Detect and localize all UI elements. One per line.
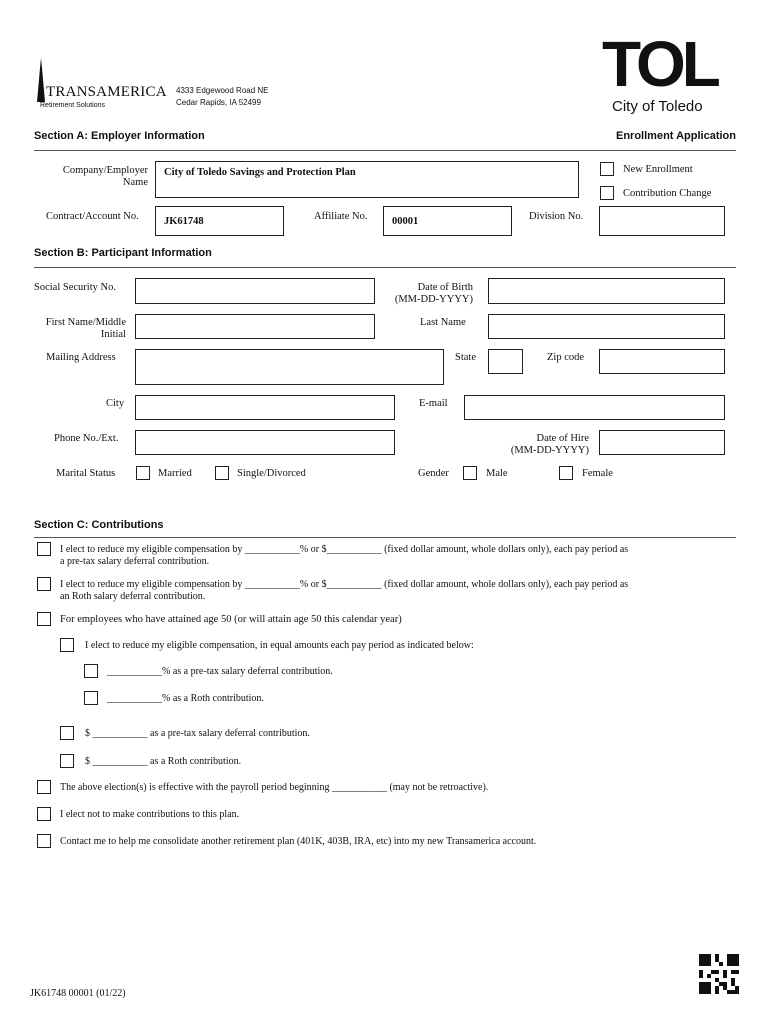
company-name-field[interactable] bbox=[155, 161, 579, 198]
tol-logo: TOL bbox=[602, 28, 717, 100]
affiliate-value: 00001 bbox=[392, 216, 419, 227]
section-b-rule bbox=[34, 267, 736, 268]
phone-field[interactable] bbox=[135, 430, 395, 455]
pretax-option-line2: a pre-tax salary deferral contribution. bbox=[60, 556, 210, 567]
pretax-percent-checkbox[interactable] bbox=[37, 542, 51, 556]
last-name-label: Last Name bbox=[420, 317, 466, 328]
catchup-roth-dollar-checkbox[interactable] bbox=[60, 754, 74, 768]
phone-label: Phone No./Ext. bbox=[54, 433, 119, 444]
state-label: State bbox=[455, 352, 476, 363]
transamerica-logo bbox=[34, 58, 274, 116]
mailing-address-label: Mailing Address bbox=[46, 352, 116, 363]
state-field[interactable] bbox=[488, 349, 523, 374]
contribution-change-checkbox[interactable] bbox=[600, 186, 614, 200]
section-a-rule bbox=[34, 150, 736, 151]
catchup-roth-percent-checkbox[interactable] bbox=[84, 691, 98, 705]
married-label: Married bbox=[158, 468, 192, 479]
new-enrollment-checkbox[interactable] bbox=[600, 162, 614, 176]
catchup-pretax-percent-checkbox[interactable] bbox=[84, 664, 98, 678]
roth-option-line2: an Roth salary deferral contribution. bbox=[60, 591, 206, 602]
gender-label: Gender bbox=[418, 468, 449, 479]
roth-percent-checkbox[interactable] bbox=[37, 577, 51, 591]
contract-account-label: Contract/Account No. bbox=[46, 211, 139, 222]
section-b-title: Section B: Participant Information bbox=[34, 247, 212, 259]
consolidate-checkbox[interactable] bbox=[37, 834, 51, 848]
marital-status-label: Marital Status bbox=[56, 468, 116, 479]
section-a-title: Section A: Employer Information bbox=[34, 130, 205, 142]
last-name-field[interactable] bbox=[488, 314, 725, 339]
catchup-checkbox[interactable] bbox=[60, 638, 74, 652]
married-checkbox[interactable] bbox=[136, 466, 150, 480]
male-label: Male bbox=[486, 468, 508, 479]
first-name-label: First Name/Middle Initial bbox=[45, 317, 126, 340]
female-label: Female bbox=[582, 468, 613, 479]
no-contribution-label: I elect not to make contributions to this plan. bbox=[60, 809, 240, 820]
catchup-pretax-dollar-checkbox[interactable] bbox=[60, 726, 74, 740]
doh-label: Date of Hire (MM-DD-YYYY) bbox=[510, 433, 589, 456]
zip-field[interactable] bbox=[599, 349, 725, 374]
catchup-pretax-dollar-label: $ ___________ as a pre-tax salary deferral contribution. bbox=[85, 728, 310, 739]
qr-code-icon bbox=[699, 954, 739, 994]
dob-field[interactable] bbox=[488, 278, 725, 304]
dob-label: Date of Birth (MM-DD-YYYY) bbox=[394, 282, 473, 305]
single-divorced-checkbox[interactable] bbox=[215, 466, 229, 480]
address-line-2: Cedar Rapids, IA 52499 bbox=[176, 98, 261, 107]
no-contribution-checkbox[interactable] bbox=[37, 807, 51, 821]
enrollment-application-title: Enrollment Application bbox=[616, 130, 736, 142]
division-field[interactable] bbox=[599, 206, 725, 236]
doh-field[interactable] bbox=[599, 430, 725, 455]
address-line-1: 4333 Edgewood Road NE bbox=[176, 86, 269, 95]
form-code: JK61748 00001 (01/22) bbox=[30, 988, 126, 999]
effective-date-label: The above election(s) is effective with the payroll period beginning ___________ (may not be retroactive). bbox=[60, 782, 489, 793]
section-c-title: Section C: Contributions bbox=[34, 519, 164, 531]
first-name-field[interactable] bbox=[135, 314, 375, 339]
city-of-toledo-text: City of Toledo bbox=[612, 98, 703, 115]
affiliate-field[interactable] bbox=[383, 206, 512, 236]
city-field[interactable] bbox=[135, 395, 395, 420]
catchup-roth-dollar-label: $ ___________ as a Roth contribution. bbox=[85, 756, 242, 767]
city-label: City bbox=[106, 398, 125, 409]
email-field[interactable] bbox=[464, 395, 725, 420]
age50-checkbox[interactable] bbox=[37, 612, 51, 626]
section-c-rule bbox=[34, 537, 736, 538]
transamerica-wordmark: TRANSAMERICA bbox=[46, 84, 167, 100]
zip-label: Zip code bbox=[547, 352, 585, 363]
mailing-address-field[interactable] bbox=[135, 349, 444, 385]
catchup-pretax-percent-label: ___________% as a pre-tax salary deferral contribution. bbox=[107, 666, 333, 677]
company-label: Company/Employer Name bbox=[62, 165, 148, 188]
email-label: E-mail bbox=[419, 398, 448, 409]
division-label: Division No. bbox=[529, 211, 584, 222]
effective-date-checkbox[interactable] bbox=[37, 780, 51, 794]
contract-account-value: JK61748 bbox=[164, 216, 204, 227]
roth-option-line1: I elect to reduce my eligible compensation by ___________% or $___________ (fixed dollar amount, whole dollars only), each pay period as bbox=[60, 579, 629, 590]
male-checkbox[interactable] bbox=[463, 466, 477, 480]
ssn-field[interactable] bbox=[135, 278, 375, 304]
ssn-label: Social Security No. bbox=[34, 282, 116, 293]
new-enrollment-label: New Enrollment bbox=[623, 164, 693, 175]
company-name-value: City of Toledo Savings and Protection Plan bbox=[164, 167, 356, 178]
catchup-roth-percent-label: ___________% as a Roth contribution. bbox=[107, 693, 264, 704]
single-divorced-label: Single/Divorced bbox=[237, 468, 306, 479]
affiliate-label: Affiliate No. bbox=[314, 211, 368, 222]
contribution-change-label: Contribution Change bbox=[623, 188, 712, 199]
consolidate-label: Contact me to help me consolidate another retirement plan (401K, 403B, IRA, etc) into my new Transamerica account. bbox=[60, 836, 537, 847]
pretax-option-line1: I elect to reduce my eligible compensation by ___________% or $___________ (fixed dollar amount, whole dollars only), each pay period as bbox=[60, 544, 629, 555]
contract-account-field[interactable] bbox=[155, 206, 284, 236]
female-checkbox[interactable] bbox=[559, 466, 573, 480]
transamerica-tagline: Retirement Solutions bbox=[40, 102, 105, 109]
catchup-label: I elect to reduce my eligible compensation, in equal amounts each pay period as indicated below: bbox=[85, 640, 474, 651]
age50-label: For employees who have attained age 50 (or will attain age 50 this calendar year) bbox=[60, 614, 402, 625]
